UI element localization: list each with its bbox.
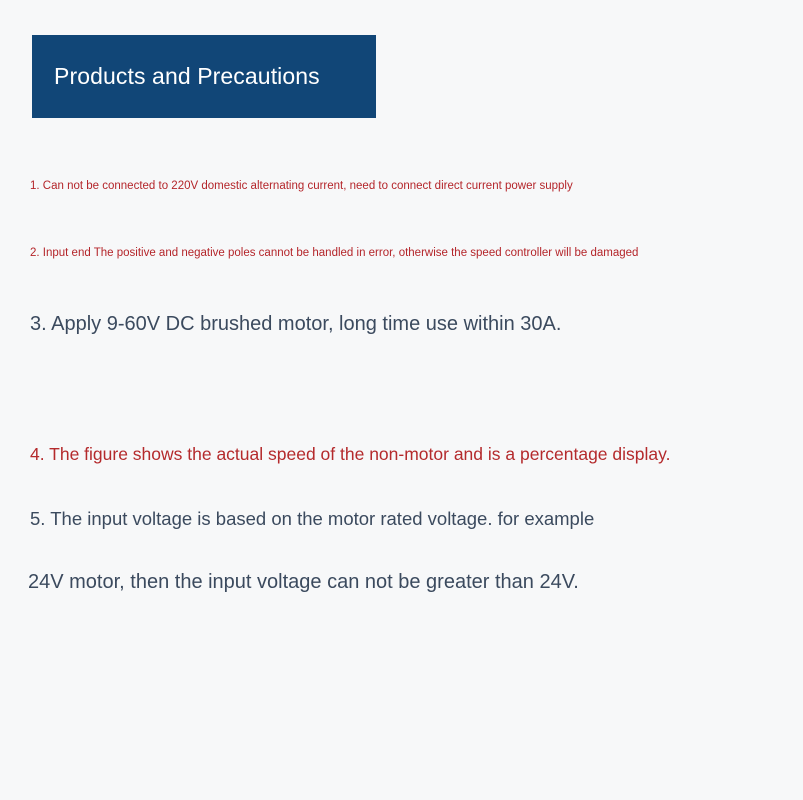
- precaution-note-5: 5. The input voltage is based on the motor rated voltage. for example: [30, 508, 595, 529]
- header-banner: [32, 35, 376, 118]
- precaution-note-3: 3. Apply 9-60V DC brushed motor, long time use within 30A.: [30, 313, 562, 335]
- precaution-note-1: 1. Can not be connected to 220V domestic alternating current, need to connect direct current power supply: [30, 180, 573, 192]
- precaution-note-6: 24V motor, then the input voltage can not be greater than 24V.: [28, 571, 579, 593]
- page-title: Products and Precautions: [54, 63, 320, 89]
- precaution-note-2: 2. Input end The positive and negative poles cannot be handled in error, otherwise the speed controller will be damaged: [30, 247, 639, 259]
- precaution-note-4: 4. The figure shows the actual speed of the non-motor and is a percentage display.: [30, 444, 671, 464]
